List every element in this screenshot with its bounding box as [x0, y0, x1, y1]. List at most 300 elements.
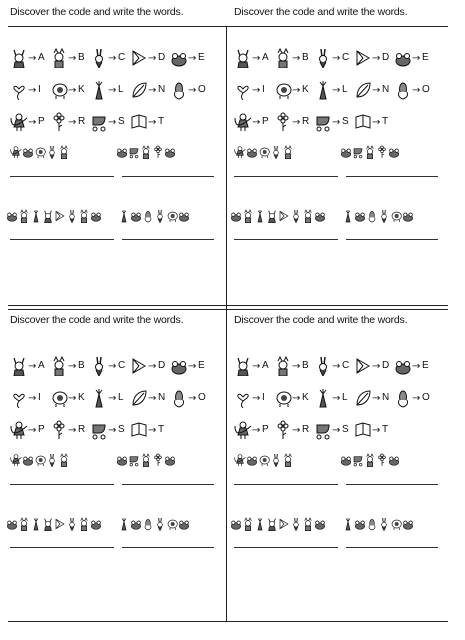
- corn-icon: [394, 80, 412, 100]
- arrow-icon: →: [28, 53, 37, 64]
- cat-icon: [18, 208, 30, 224]
- cat-icon: [50, 356, 68, 376]
- cat-icon: [140, 452, 152, 468]
- kite-icon: [278, 516, 290, 532]
- arrow-icon: →: [28, 393, 37, 404]
- code-key-o: [170, 78, 208, 102]
- mouse-icon: [402, 208, 414, 224]
- code-letter: E: [422, 360, 429, 371]
- code-key-o: [394, 386, 432, 410]
- arrow-icon: →: [292, 85, 301, 96]
- corn-icon: [366, 516, 378, 532]
- cat-icon: [242, 516, 254, 532]
- code-key-d: [354, 354, 392, 378]
- mouse-icon: [388, 452, 400, 468]
- arrow-icon: →: [332, 361, 341, 372]
- arrow-icon: →: [372, 117, 381, 128]
- arrow-icon: →: [68, 393, 77, 404]
- code-key-p: [10, 110, 48, 134]
- arrow-icon: →: [148, 117, 157, 128]
- code-key-l: [314, 386, 352, 410]
- kite-icon: [130, 356, 148, 376]
- code-key-k: [50, 386, 88, 410]
- carrot-icon: [342, 208, 354, 224]
- code-letter: O: [422, 392, 430, 403]
- rabbit-icon: [314, 48, 332, 68]
- mouse-icon: [90, 208, 102, 224]
- skipping-girl-icon: [10, 420, 28, 440]
- carrot-icon: [314, 388, 332, 408]
- code-letter: P: [38, 424, 45, 435]
- code-letter: L: [118, 392, 124, 403]
- code-key-n: [130, 78, 168, 102]
- picture-code-word-4: [342, 208, 414, 230]
- code-letter: S: [342, 116, 349, 127]
- arrow-icon: →: [332, 53, 341, 64]
- corn-icon: [170, 388, 188, 408]
- code-letter: D: [382, 52, 390, 63]
- leaf-icon: [130, 80, 148, 100]
- carrot-icon: [314, 80, 332, 100]
- mouse-icon: [340, 144, 352, 160]
- carrot-icon: [254, 516, 266, 532]
- carrot-icon: [30, 208, 42, 224]
- arrow-icon: →: [68, 117, 77, 128]
- cat-icon: [364, 144, 376, 160]
- arrow-icon: →: [292, 53, 301, 64]
- pram-icon: [128, 144, 140, 160]
- corn-icon: [142, 516, 154, 532]
- mouse-icon: [6, 516, 18, 532]
- picture-code-word-2: [116, 144, 176, 166]
- pram-icon: [90, 112, 108, 132]
- code-key-d: [130, 46, 168, 70]
- arrow-icon: →: [292, 361, 301, 372]
- code-key-r: [274, 110, 312, 134]
- code-letter: R: [302, 424, 310, 435]
- girl-bunny-icon: [234, 356, 252, 376]
- picture-code-word-3: [6, 516, 102, 538]
- carrot-icon: [118, 516, 130, 532]
- arrow-icon: →: [68, 85, 77, 96]
- heart-balloon-icon: [234, 80, 252, 100]
- code-key-r: [50, 110, 88, 134]
- code-letter: T: [382, 424, 389, 435]
- arrow-icon: →: [332, 425, 341, 436]
- cat-icon: [78, 516, 90, 532]
- rabbit-icon: [90, 356, 108, 376]
- heart-balloon-icon: [10, 388, 28, 408]
- flower-icon: [50, 112, 68, 132]
- arrow-icon: →: [412, 53, 421, 64]
- cat-icon: [302, 208, 314, 224]
- mouse-icon: [22, 452, 34, 468]
- sheep-icon: [274, 388, 292, 408]
- code-key-n: [130, 386, 168, 410]
- code-key-l: [90, 78, 128, 102]
- arrow-icon: →: [108, 393, 117, 404]
- cat-icon: [274, 48, 292, 68]
- sheep-icon: [50, 80, 68, 100]
- skipping-girl-icon: [234, 420, 252, 440]
- arrow-icon: →: [252, 361, 261, 372]
- picture-code-word-2: [340, 144, 400, 166]
- code-key-k: [274, 78, 312, 102]
- code-key-k: [274, 386, 312, 410]
- code-key-c: [90, 46, 128, 70]
- cat-icon: [282, 452, 294, 468]
- skipping-girl-icon: [10, 112, 28, 132]
- code-letter: B: [78, 360, 85, 371]
- code-key-r: [50, 418, 88, 442]
- arrow-icon: →: [28, 425, 37, 436]
- code-letter: S: [342, 424, 349, 435]
- mouse-icon: [90, 516, 102, 532]
- code-key-l: [90, 386, 128, 410]
- instruction-title: Discover the code and write the words.: [10, 6, 184, 18]
- code-key-s: [90, 110, 128, 134]
- code-key-l: [314, 78, 352, 102]
- kite-icon: [130, 48, 148, 68]
- code-key-n: [354, 78, 392, 102]
- code-key-p: [10, 418, 48, 442]
- rabbit-icon: [154, 208, 166, 224]
- leaf-icon: [354, 388, 372, 408]
- arrow-icon: →: [68, 425, 77, 436]
- code-letter: K: [302, 84, 309, 95]
- heart-balloon-icon: [234, 388, 252, 408]
- code-letter: B: [78, 52, 85, 63]
- mouse-icon: [340, 452, 352, 468]
- kite-icon: [354, 356, 372, 376]
- book-icon: [130, 112, 148, 132]
- pram-icon: [314, 112, 332, 132]
- rabbit-icon: [270, 144, 282, 160]
- cat-icon: [274, 356, 292, 376]
- code-key-e: [170, 46, 208, 70]
- skipping-girl-icon: [234, 144, 246, 160]
- code-letter: I: [262, 392, 265, 403]
- answer-line[interactable]: [122, 484, 214, 485]
- mouse-icon: [314, 208, 326, 224]
- code-letter: C: [118, 360, 126, 371]
- arrow-icon: →: [332, 85, 341, 96]
- arrow-icon: →: [332, 393, 341, 404]
- arrow-icon: →: [148, 85, 157, 96]
- girl-bunny-icon: [266, 516, 278, 532]
- code-letter: L: [342, 84, 348, 95]
- code-letter: P: [262, 116, 269, 127]
- code-letter: I: [262, 84, 265, 95]
- arrow-icon: →: [188, 53, 197, 64]
- code-letter: N: [158, 392, 166, 403]
- leaf-icon: [354, 80, 372, 100]
- answer-line[interactable]: [122, 176, 214, 177]
- arrow-icon: →: [148, 425, 157, 436]
- code-key-b: [274, 354, 312, 378]
- answer-line[interactable]: [122, 547, 214, 548]
- cat-icon: [78, 208, 90, 224]
- picture-code-word-3: [230, 208, 326, 230]
- girl-bunny-icon: [234, 48, 252, 68]
- girl-bunny-icon: [42, 208, 54, 224]
- corn-icon: [170, 80, 188, 100]
- code-key-c: [314, 354, 352, 378]
- corn-icon: [366, 208, 378, 224]
- code-key-s: [314, 418, 352, 442]
- mouse-icon: [230, 208, 242, 224]
- rabbit-icon: [378, 208, 390, 224]
- code-letter: A: [262, 360, 269, 371]
- mouse-icon: [314, 516, 326, 532]
- code-letter: A: [262, 52, 269, 63]
- answer-line[interactable]: [10, 176, 114, 177]
- arrow-icon: →: [28, 85, 37, 96]
- code-key-a: [234, 46, 272, 70]
- rabbit-icon: [270, 452, 282, 468]
- sheep-icon: [390, 516, 402, 532]
- code-key-i: [10, 386, 48, 410]
- mouse-icon: [22, 144, 34, 160]
- flower-icon: [376, 144, 388, 160]
- rabbit-icon: [46, 452, 58, 468]
- skipping-girl-icon: [234, 112, 252, 132]
- code-letter: I: [38, 392, 41, 403]
- code-key-a: [234, 354, 272, 378]
- arrow-icon: →: [412, 393, 421, 404]
- code-key-t: [354, 110, 392, 134]
- mouse-icon: [170, 48, 188, 68]
- mouse-icon: [164, 144, 176, 160]
- mouse-icon: [130, 516, 142, 532]
- answer-line[interactable]: [346, 176, 438, 177]
- arrow-icon: →: [148, 393, 157, 404]
- picture-code-word-4: [118, 208, 190, 230]
- code-key-k: [50, 78, 88, 102]
- sheep-icon: [258, 452, 270, 468]
- picture-code-word-1: [10, 144, 70, 166]
- book-icon: [130, 420, 148, 440]
- pram-icon: [128, 452, 140, 468]
- mouse-icon: [354, 516, 366, 532]
- code-key-d: [130, 354, 168, 378]
- code-panel-2: [230, 6, 438, 284]
- code-key-e: [394, 354, 432, 378]
- sheep-icon: [390, 208, 402, 224]
- arrow-icon: →: [292, 425, 301, 436]
- mouse-icon: [6, 208, 18, 224]
- code-key-r: [274, 418, 312, 442]
- sheep-icon: [34, 452, 46, 468]
- code-letter: C: [118, 52, 126, 63]
- arrow-icon: →: [252, 117, 261, 128]
- instruction-title: Discover the code and write the words.: [10, 314, 184, 326]
- cat-icon: [364, 452, 376, 468]
- middle-divider-2: [8, 309, 448, 310]
- code-letter: C: [342, 52, 350, 63]
- code-letter: S: [118, 424, 125, 435]
- skipping-girl-icon: [10, 144, 22, 160]
- answer-line[interactable]: [346, 239, 438, 240]
- arrow-icon: →: [108, 117, 117, 128]
- arrow-icon: →: [148, 53, 157, 64]
- arrow-icon: →: [188, 85, 197, 96]
- cat-icon: [58, 452, 70, 468]
- mouse-icon: [178, 208, 190, 224]
- picture-code-word-1: [234, 452, 294, 474]
- answer-line[interactable]: [234, 547, 338, 548]
- pram-icon: [352, 452, 364, 468]
- answer-line[interactable]: [10, 484, 114, 485]
- answer-line[interactable]: [234, 484, 338, 485]
- code-key-s: [314, 110, 352, 134]
- pram-icon: [90, 420, 108, 440]
- sheep-icon: [274, 80, 292, 100]
- cat-icon: [50, 48, 68, 68]
- flower-icon: [274, 420, 292, 440]
- arrow-icon: →: [412, 361, 421, 372]
- mouse-icon: [130, 208, 142, 224]
- corn-icon: [142, 208, 154, 224]
- answer-line[interactable]: [234, 176, 338, 177]
- code-key-a: [10, 354, 48, 378]
- rabbit-icon: [290, 208, 302, 224]
- kite-icon: [54, 208, 66, 224]
- answer-line[interactable]: [346, 484, 438, 485]
- answer-line[interactable]: [234, 239, 338, 240]
- rabbit-icon: [290, 516, 302, 532]
- code-letter: C: [342, 360, 350, 371]
- code-letter: A: [38, 52, 45, 63]
- code-letter: P: [262, 424, 269, 435]
- rabbit-icon: [90, 48, 108, 68]
- vertical-divider: [226, 26, 227, 622]
- mouse-icon: [388, 144, 400, 160]
- instruction-title: Discover the code and write the words.: [234, 6, 408, 18]
- bottom-border: [8, 621, 448, 622]
- girl-bunny-icon: [266, 208, 278, 224]
- arrow-icon: →: [148, 361, 157, 372]
- code-panel-1: [6, 6, 214, 284]
- rabbit-icon: [66, 208, 78, 224]
- arrow-icon: →: [28, 117, 37, 128]
- code-letter: R: [302, 116, 310, 127]
- code-letter: D: [382, 360, 390, 371]
- code-letter: L: [342, 392, 348, 403]
- carrot-icon: [90, 388, 108, 408]
- mouse-icon: [164, 452, 176, 468]
- code-key-b: [50, 354, 88, 378]
- flower-icon: [152, 144, 164, 160]
- arrow-icon: →: [292, 393, 301, 404]
- mouse-icon: [402, 516, 414, 532]
- arrow-icon: →: [372, 361, 381, 372]
- kite-icon: [354, 48, 372, 68]
- code-letter: N: [382, 392, 390, 403]
- code-key-o: [170, 386, 208, 410]
- code-key-c: [314, 46, 352, 70]
- code-key-o: [394, 78, 432, 102]
- girl-bunny-icon: [42, 516, 54, 532]
- code-letter: I: [38, 84, 41, 95]
- pram-icon: [352, 144, 364, 160]
- code-letter: O: [422, 84, 430, 95]
- code-key-e: [170, 354, 208, 378]
- heart-balloon-icon: [10, 80, 28, 100]
- code-key-n: [354, 386, 392, 410]
- mouse-icon: [116, 452, 128, 468]
- code-letter: E: [422, 52, 429, 63]
- carrot-icon: [254, 208, 266, 224]
- arrow-icon: →: [252, 53, 261, 64]
- mouse-icon: [394, 356, 412, 376]
- rabbit-icon: [378, 516, 390, 532]
- mouse-icon: [354, 208, 366, 224]
- cat-icon: [140, 144, 152, 160]
- code-key-i: [10, 78, 48, 102]
- cat-icon: [18, 516, 30, 532]
- picture-code-word-2: [340, 452, 400, 474]
- leaf-icon: [130, 388, 148, 408]
- arrow-icon: →: [372, 393, 381, 404]
- book-icon: [354, 112, 372, 132]
- arrow-icon: →: [108, 361, 117, 372]
- book-icon: [354, 420, 372, 440]
- mouse-icon: [246, 144, 258, 160]
- sheep-icon: [34, 144, 46, 160]
- flower-icon: [50, 420, 68, 440]
- answer-line[interactable]: [346, 547, 438, 548]
- code-panel-3: [6, 314, 214, 592]
- code-letter: R: [78, 424, 86, 435]
- code-key-p: [234, 418, 272, 442]
- arrow-icon: →: [68, 361, 77, 372]
- rabbit-icon: [154, 516, 166, 532]
- mouse-icon: [178, 516, 190, 532]
- pram-icon: [314, 420, 332, 440]
- picture-code-word-3: [230, 516, 326, 538]
- code-key-t: [354, 418, 392, 442]
- code-letter: E: [198, 52, 205, 63]
- arrow-icon: →: [252, 425, 261, 436]
- code-letter: R: [78, 116, 86, 127]
- carrot-icon: [90, 80, 108, 100]
- answer-line[interactable]: [10, 239, 114, 240]
- code-letter: T: [158, 424, 165, 435]
- picture-code-word-3: [6, 208, 102, 230]
- answer-line[interactable]: [10, 547, 114, 548]
- code-key-c: [90, 354, 128, 378]
- sheep-icon: [258, 144, 270, 160]
- kite-icon: [54, 516, 66, 532]
- code-letter: T: [158, 116, 165, 127]
- mouse-icon: [116, 144, 128, 160]
- answer-line[interactable]: [122, 239, 214, 240]
- code-letter: K: [78, 392, 85, 403]
- code-key-b: [274, 46, 312, 70]
- arrow-icon: →: [28, 361, 37, 372]
- code-letter: A: [38, 360, 45, 371]
- code-letter: E: [198, 360, 205, 371]
- code-key-i: [234, 78, 272, 102]
- sheep-icon: [166, 208, 178, 224]
- code-letter: T: [382, 116, 389, 127]
- carrot-icon: [342, 516, 354, 532]
- code-key-b: [50, 46, 88, 70]
- girl-bunny-icon: [10, 48, 28, 68]
- rabbit-icon: [314, 356, 332, 376]
- sheep-icon: [166, 516, 178, 532]
